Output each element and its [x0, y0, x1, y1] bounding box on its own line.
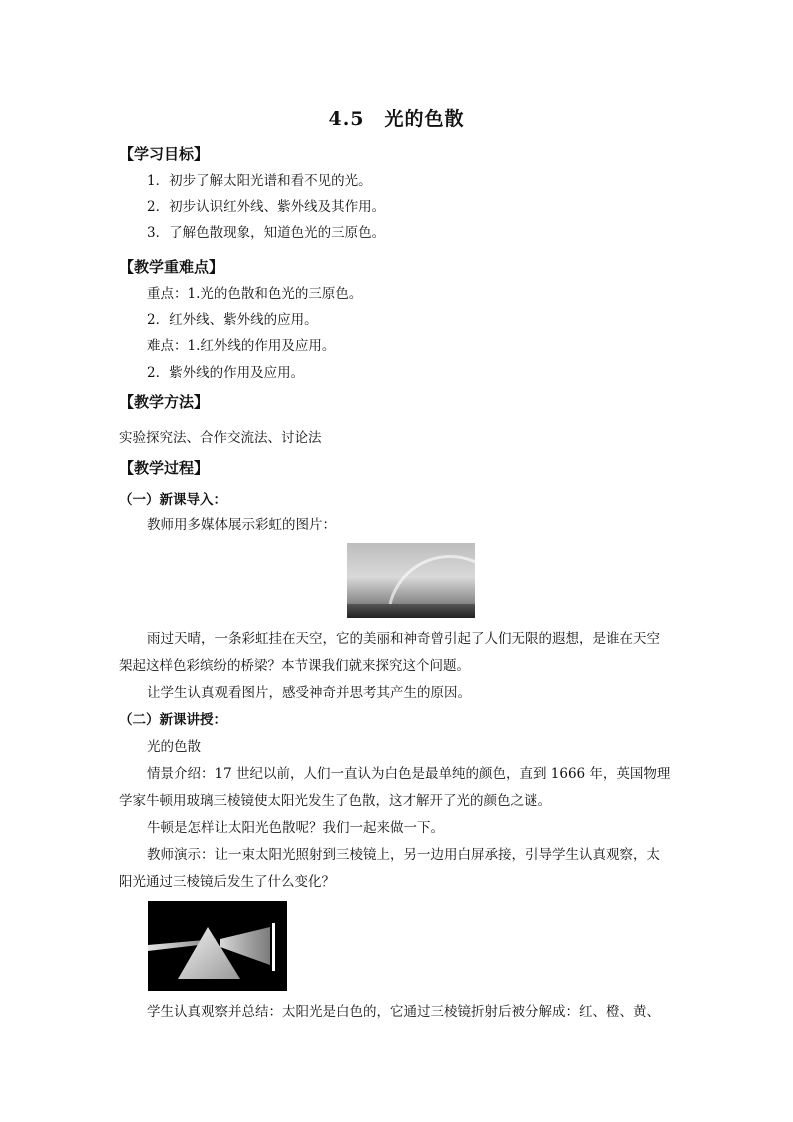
paragraph: 情景介绍：17 世纪以前，人们一直认为白色是最单纯的颜色，直到 1666 年，英国物理	[147, 766, 671, 782]
method-text: 实验探究法、合作交流法、讨论法	[119, 430, 322, 446]
rainbow-photo	[347, 543, 475, 618]
process-heading: 【教学过程】	[119, 459, 210, 477]
method-heading: 【教学方法】	[119, 393, 210, 411]
paragraph: 让学生认真观看图片，感受神奇并思考其产生的原因。	[147, 685, 471, 701]
goal-item: 1．初步了解太阳光谱和看不见的光。	[147, 173, 372, 189]
key-point-item: 2．紫外线的作用及应用。	[147, 365, 305, 381]
goals-heading: 【学习目标】	[119, 145, 210, 163]
paragraph: 学家牛顿用玻璃三棱镜使太阳光发生了色散，这才解开了光的颜色之谜。	[119, 793, 551, 809]
part1-heading: （一）新课导入：	[119, 492, 227, 508]
paragraph: 光的色散	[147, 739, 201, 755]
part2-heading: （二）新课讲授：	[119, 712, 227, 728]
paragraph: 架起这样色彩缤纷的桥梁？本节课我们就来探究这个问题。	[119, 658, 470, 674]
paragraph: 阳光通过三棱镜后发生了什么变化？	[119, 874, 335, 890]
goal-item: 2．初步认识红外线、紫外线及其作用。	[147, 199, 386, 215]
key-point-item: 重点：1.光的色散和色光的三原色。	[147, 286, 363, 302]
paragraph: 学生认真观察并总结：太阳光是白色的，它通过三棱镜折射后被分解成：红、橙、黄、	[147, 1004, 660, 1020]
page-title: 4.5 光的色散	[328, 108, 465, 130]
paragraph: 雨过天晴，一条彩虹挂在天空，它的美丽和神奇曾引起了人们无限的遐想，是谁在天空	[147, 631, 660, 647]
paragraph: 教师用多媒体展示彩虹的图片：	[147, 517, 336, 533]
paragraph: 牛顿是怎样让太阳光色散呢？我们一起来做一下。	[147, 820, 444, 836]
prism-photo	[148, 901, 287, 991]
paragraph: 教师演示：让一束太阳光照射到三棱镜上，另一边用白屏承接，引导学生认真观察，太	[147, 847, 660, 863]
goal-item: 3．了解色散现象，知道色光的三原色。	[147, 225, 386, 241]
key-point-item: 2．红外线、紫外线的应用。	[147, 312, 318, 328]
key-points-heading: 【教学重难点】	[119, 258, 225, 276]
key-point-item: 难点：1.红外线的作用及应用。	[147, 338, 336, 354]
